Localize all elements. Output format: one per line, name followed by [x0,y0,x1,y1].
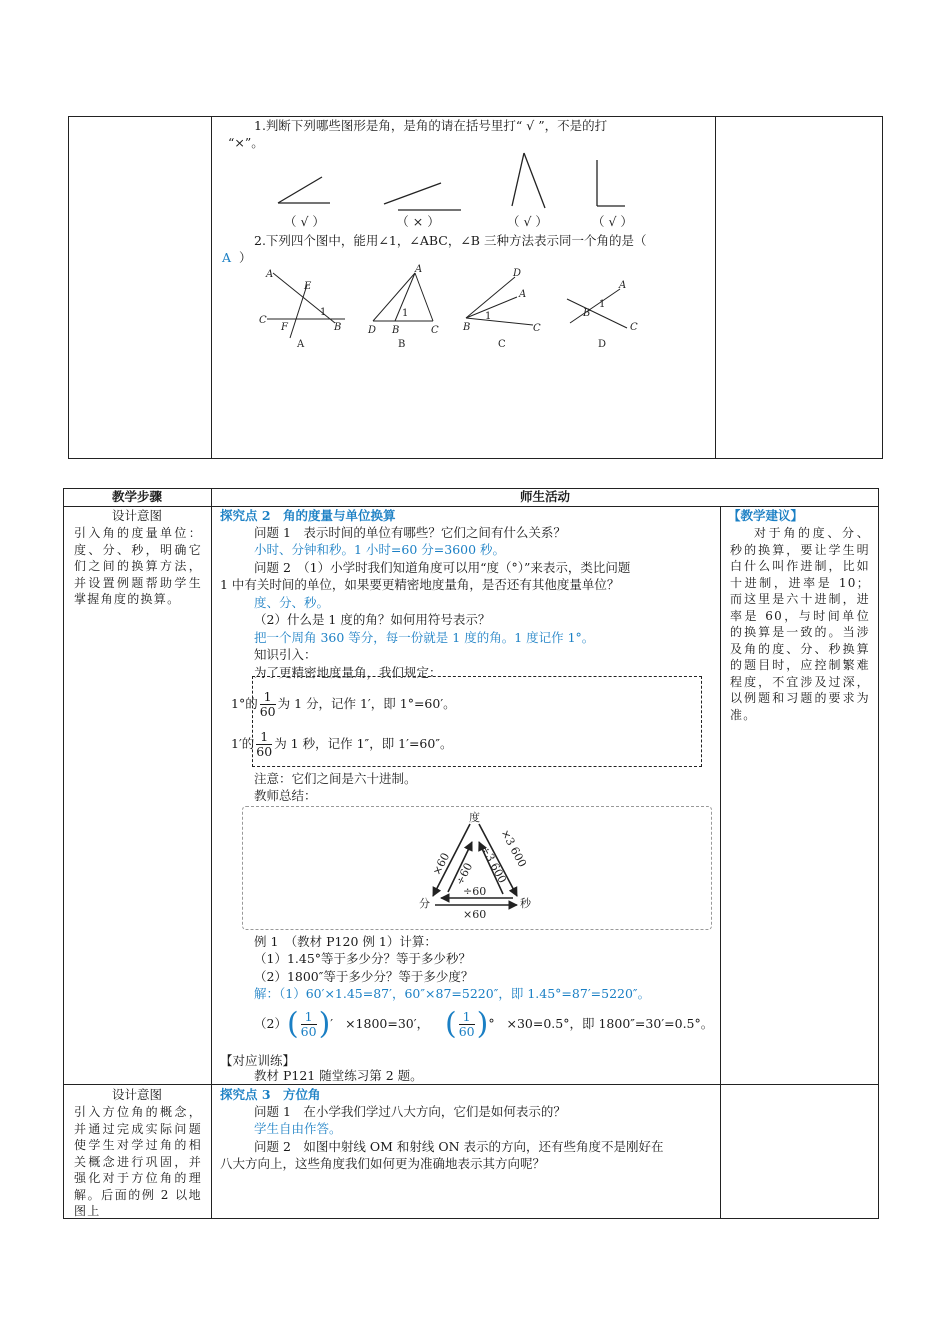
pt-d-C: C [630,322,638,333]
pt-d-1: 1 [599,299,606,310]
q1-line1: 1.判断下列哪些图形是角，是角的请在括号里打“ √ ”，不是的打 [254,118,608,133]
answer-3: （ √ ） [507,214,548,229]
pt-a-E: E [304,281,312,292]
diagram-right-in: ÷3 600 [478,843,509,886]
answer-1: （ √ ） [284,214,325,229]
section2-heading: 探究点 2 角的度量与单位换算 [220,508,396,523]
pt-b-A: A [415,264,423,275]
pt-c-1: 1 [485,311,492,322]
row2-side-title: 设计意图 [111,1087,162,1102]
q2-close: ） [238,250,252,265]
p3-question: （2）什么是 1 度的角？如何用符号表示？ [254,612,491,627]
diagram-bottom-in: ÷60 [463,885,487,898]
fig2-ray [384,183,441,204]
row1-side-title: 设计意图 [111,508,162,523]
definition-1: 1°的 $\frac{1}{60}$ 为 1 分，记作 1′，即 1°=60′。 [231,689,456,719]
rule-intro: 为了更精密地度量角，我们规定： [254,665,442,680]
p2-question-1: 问题 2 （1）小学时我们知道角度可以用“度（°）”来表示，类比问题 [254,560,631,575]
option-label-c: C [498,339,506,350]
pt-c-B: B [463,322,471,333]
top-table-divider-1 [211,116,212,459]
summary-label: 教师总结： [254,788,317,803]
definition-2: 1′的 $\frac{1}{60}$ 为 1 秒，记作 1″，即 1′=60″。 [231,729,453,759]
p3-answer: 把一个周角 360 等分，每一份就是 1 度的角。1 度记作 1°。 [254,630,595,645]
example1-title: 例 1 （教材 P120 例 1）计算： [254,934,437,949]
p2-answer: 度、分、秒。 [254,595,330,610]
frac-1-60-b: $\frac{1}{60}$ [256,729,273,759]
frac-a2-2: $\frac{1}{60}$ [458,1009,475,1039]
q2-line1: 2.下列四个图中，能用∠1，∠ABC，∠B 三种方法表示同一个角的是（ [254,233,647,248]
row-divider [63,1084,879,1085]
training-title: 【对应训练】 [220,1053,296,1068]
example1-q1: （1）1.45°等于多少分？等于多少秒？ [254,951,472,966]
diagram-left: 分 [419,897,430,910]
main-divider-2 [720,506,721,1219]
header-steps: 教学步骤 [111,489,162,504]
row1-side-text: 引入角的度量单位：度、分、秒，明确它们之间的换算方法，并设置例题帮助学生掌握角度的换算。 [74,526,202,606]
knowledge-label: 知识引入： [254,647,317,662]
row2-side-text: 引入方位角的概念，并通过完成实际问题使学生对学过角的相关概念进行巩固，并强化对于方位角的理解。后面的例 2 以地图上 [74,1105,202,1218]
tip-title: 【教学建议】 [728,508,804,523]
frac-1-60: $\frac{1}{60}$ [259,689,276,719]
pt-a-F: F [281,322,288,333]
diagram-bottom-out: ×60 [463,908,487,921]
option-label-a: A [297,339,305,350]
pt-d-A: A [619,280,627,291]
p1-answer: 小时、分钟和秒。1 小时=60 分=3600 秒。 [254,542,506,557]
diagram-right: 秒 [520,897,531,910]
header-bottom [63,506,879,507]
pt-b-D: D [368,325,377,336]
pt-a-B: B [334,322,342,333]
option-label-b: B [398,339,406,350]
training-text: 教材 P121 随堂练习第 2 题。 [254,1068,423,1083]
q2-figures [255,263,655,358]
pt-a-1: 1 [320,307,327,318]
pt-c-D: D [513,268,522,279]
header-activities: 师生活动 [519,489,570,504]
fig3-ray1 [512,153,524,206]
main-divider-1 [211,488,212,1219]
q2-answer-line [222,250,252,266]
conversion-diagram [405,806,555,926]
diagram-left-in: ÷60 [453,860,476,888]
fig3-ray2 [524,153,545,208]
diagram-left-out: ×60 [430,850,453,878]
fig1-ray1 [278,177,322,203]
q1-figures [260,148,660,218]
section3-heading: 探究点 3 方位角 [220,1087,321,1102]
diagram-right-out: ×3 600 [498,827,529,870]
note: 注意：它们之间是六十进制。 [254,771,417,786]
answer-2: （ × ） [396,214,440,229]
example1-q2: （2）1800″等于多少分？等于多少度？ [254,969,474,984]
frac-a2-1: $\frac{1}{60}$ [300,1009,317,1039]
pt-c-C: C [533,323,541,334]
top-table-divider-2 [715,116,716,459]
pt-b-1: 1 [402,308,409,319]
pt-a-C: C [259,315,267,326]
diagram-top: 度 [469,811,480,824]
pt-d-B: B [583,308,591,319]
example1-a2: （2）( $\frac{1}{60}$ )′ ×1800=30′， ( $\frac{1}{60}$ )° ×30=0.5°，即 1800″=30′=0.5°。 [254,1006,714,1042]
pt-b-B: B [392,325,400,336]
pt-c-A: A [519,289,527,300]
q2-answer: A [222,250,232,265]
example1-a1: 解：（1）60′×1.45=87′，60″×87=5220″，即 1.45°=87′=5220″。 [254,986,651,1001]
row2-q1: 问题 1 在小学我们学过八大方向，它们是如何表示的？ [254,1104,566,1119]
row2-q2-1: 问题 2 如图中射线 OM 和射线 ON 表示的方向，还有些角度不是刚好在 [254,1139,664,1154]
row2-q2-2: 八大方向上，这些角度我们如何更为准确地表示其方向呢？ [220,1156,546,1171]
tip-text: 对于角的度、分、秒的换算，要让学生明白什么叫作进制，比如十进制，进率是 10；而这里是六十进制，进率是 60，与时间单位的换算是一致的。当涉及角的度、分、秒换算的题目时，应控制繁难程度，不宜涉及过深，以例题和习题的要求为准。 [730,526,870,722]
pt-b-C: C [431,325,439,336]
row2-a1: 学生自由作答。 [254,1121,342,1136]
p2-question-2: 1 中有关时间的单位，如果要更精密地度量角，是否还有其他度量单位？ [220,577,620,592]
pt-a-A: A [266,269,274,280]
q1-line2: “×”。 [228,135,264,150]
option-label-d: D [598,339,607,350]
answer-4: （ √ ） [592,214,633,229]
p1-question: 问题 1 表示时间的单位有哪些？它们之间有什么关系？ [254,525,566,540]
